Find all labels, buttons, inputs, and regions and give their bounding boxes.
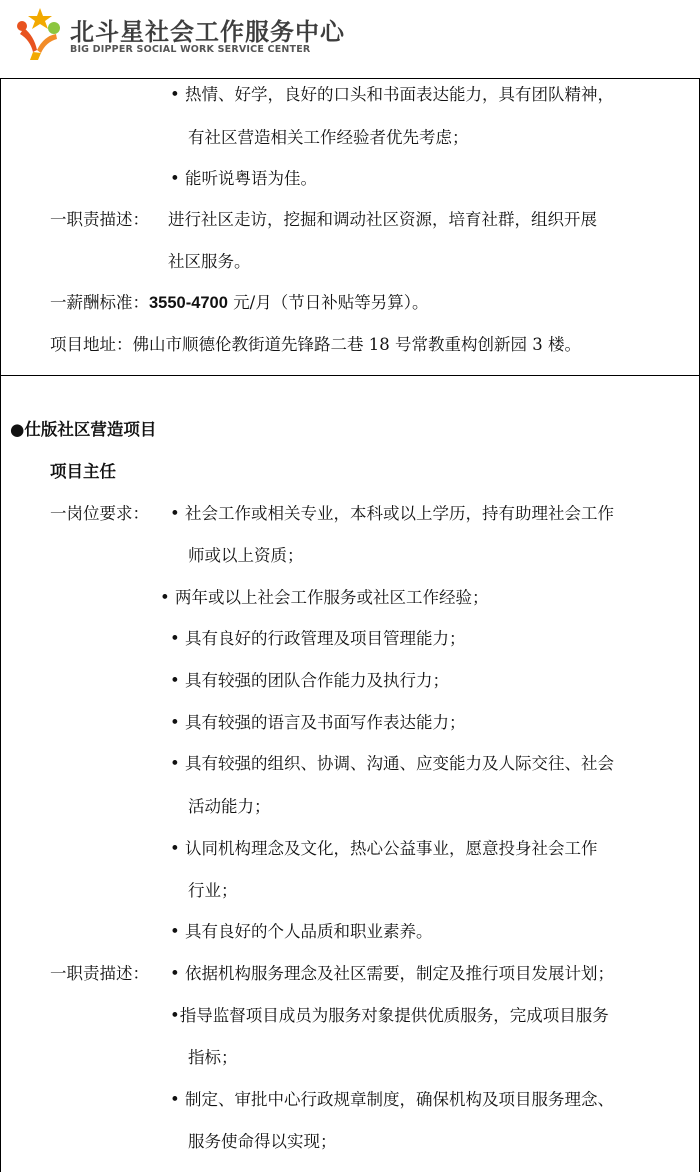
org-name-english: BIG DIPPER SOCIAL WORK SERVICE CENTER (70, 44, 311, 55)
project-address: 项目地址：佛山市顺德伦教街道先锋路二巷 18 号常教重构创新园 3 楼。 (50, 335, 581, 354)
big-dipper-logo-icon (10, 6, 64, 62)
salary-unit: 元/月（节日补贴等另算）。 (227, 293, 429, 312)
requirement-item: • 具有良好的行政管理及项目管理能力； (170, 629, 466, 648)
requirement-item-continued: 师或以上资质； (188, 546, 304, 565)
duty-item: •指导监督项目成员为服务对象提供优质服务，完成项目服务 (170, 1006, 609, 1025)
duty-item-continued: 服务使命得以实现； (188, 1132, 337, 1151)
requirement-item-continued: 行业； (188, 881, 238, 900)
salary-label: 一薪酬标准： (50, 293, 149, 312)
duty-item: • 依据机构服务理念及社区需要，制定及推行项目发展计划； (170, 964, 614, 983)
requirements-label: 一岗位要求： (50, 504, 149, 523)
duty-label: 一职责描述： (50, 964, 149, 983)
header (0, 0, 700, 78)
role-title: 项目主任 (50, 462, 116, 481)
requirement-item: • 两年或以上社会工作服务或社区工作经验； (160, 588, 489, 607)
duty-description-continued: 社区服务。 (168, 252, 251, 271)
requirement-item: • 认同机构理念及文化，热心公益事业，愿意投身社会工作 (170, 839, 598, 858)
duty-label: 一职责描述： (50, 210, 149, 229)
requirement-item: • 能听说粤语为佳。 (170, 169, 317, 188)
requirement-item: • 具有良好的个人品质和职业素养。 (170, 922, 433, 941)
requirement-item: • 热情、好学，良好的口头和书面表达能力，具有团队精神， (170, 85, 614, 104)
table-row-divider (1, 375, 699, 376)
salary-amount: 3550-4700 (149, 294, 228, 312)
duty-description: 进行社区走访，挖掘和调动社区资源，培育社群，组织开展 (168, 210, 597, 229)
duty-item: • 制定、审批中心行政规章制度，确保机构及项目服务理念、 (170, 1090, 614, 1109)
duty-item-continued: 指标； (188, 1048, 238, 1067)
requirement-item: • 具有较强的语言及书面写作表达能力； (170, 713, 466, 732)
requirement-item: • 社会工作或相关专业，本科或以上学历，持有助理社会工作 (170, 504, 614, 523)
requirement-item-continued: 有社区营造相关工作经验者优先考虑； (188, 128, 469, 147)
salary-line (50, 292, 428, 314)
project-title: ●仕版社区营造项目 (10, 420, 157, 439)
requirement-item-continued: 活动能力； (188, 797, 271, 816)
org-name-chinese: 北斗星社会工作服务中心 (70, 18, 345, 46)
requirement-item: • 具有较强的团队合作能力及执行力； (170, 671, 449, 690)
requirement-item: • 具有较强的组织、协调、沟通、应变能力及人际交往、社会 (170, 754, 614, 773)
